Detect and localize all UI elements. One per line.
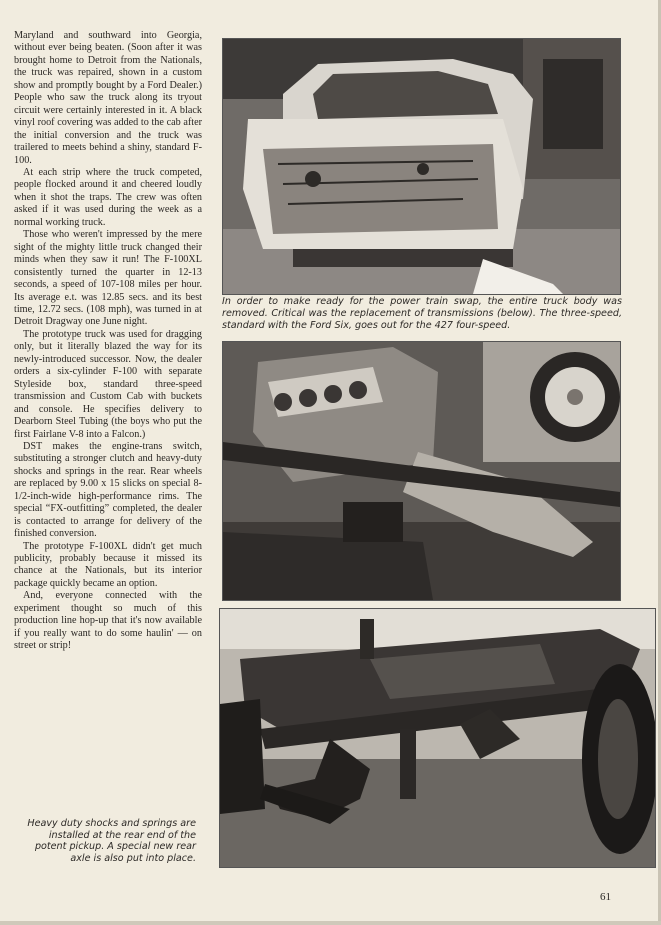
rear-axle-photo (219, 608, 656, 868)
truck-cab-illustration (223, 39, 620, 294)
engine-illustration (223, 342, 620, 600)
page-bottom-edge (0, 921, 661, 925)
article-text-column (14, 30, 202, 653)
article-paragraph: And, everyone connected with the experiment thought so much of this production line hop-up that it's now available if you really want to do some haulin' — on street or strip! (14, 590, 202, 652)
article-paragraph: Maryland and southward into Georgia, without ever being beaten. (Soon after it was brought home to Detroit from the Nationals, the truck was repaired, shown in a custom show and promptly bought by a Ford Dealer.) People who saw the truck along its tryout circuit were certainly interested in it. A black vinyl roof covering was added to the cab after the initial conversion and the truck was trailered to meets behind a shiny, standard F-100. (14, 30, 202, 166)
article-paragraph: The prototype F-100XL didn't get much publicity, probably because it missed its chance at the Nationals, but its interior package quickly became an option. (14, 540, 202, 589)
page-number: 61 (600, 891, 611, 903)
truck-cab-photo (222, 38, 621, 295)
article-paragraph: Those who weren't impressed by the mere sight of the mighty little truck changed their minds when they saw it run! The F-100XL consistently turned the quarter in 12-13 seconds, a speed of 107-108 miles per hour. Its average e.t. was 12.85 secs. and its best time, 12.72 secs. (108 mph), was turned in at Detroit Dragway one June night. (14, 229, 202, 328)
article-paragraph: DST makes the engine-trans switch, substituting a stronger clutch and heavy-duty shocks and springs in the rear. Rear wheels are replaced by 9.00 x 15 slicks on special 8-1/2-inch-wide high-performance rims. The special “FX-outfitting” completed, the dealer is contacted to arrange for delivery of the finished conversion. (14, 440, 202, 540)
top-photo-caption: In order to make ready for the power train swap, the entire truck body was removed. Critical was the replacement of transmissions (below). The three-speed, standard with the Ford Six, goes out for the 427 four-speed. (222, 296, 622, 331)
article-paragraph: The prototype truck was used for dragging only, but it literally blazed the way for its newly-introduced successor. Now, the dealer orders a six-cylinder F-100 with separate Styleside box, standard three-speed transmission and Custom Cab with buckets and console. He specifies delivery to Dearborn Steel Tubing (the boys who put the first Fairlane V-8 into a Falcon.) (14, 328, 202, 440)
engine-transmission-photo (222, 341, 621, 601)
bottom-photo-caption: Heavy duty shocks and springs are installed at the rear end of the potent pickup. A special new rear axle is also put into place. (27, 818, 196, 864)
rear-axle-illustration (220, 609, 655, 867)
article-paragraph: At each strip where the truck competed, people flocked around it and cheered loudly when it shot the traps. The crew was often asked if it was used during the week as a normal working truck. (14, 166, 202, 228)
